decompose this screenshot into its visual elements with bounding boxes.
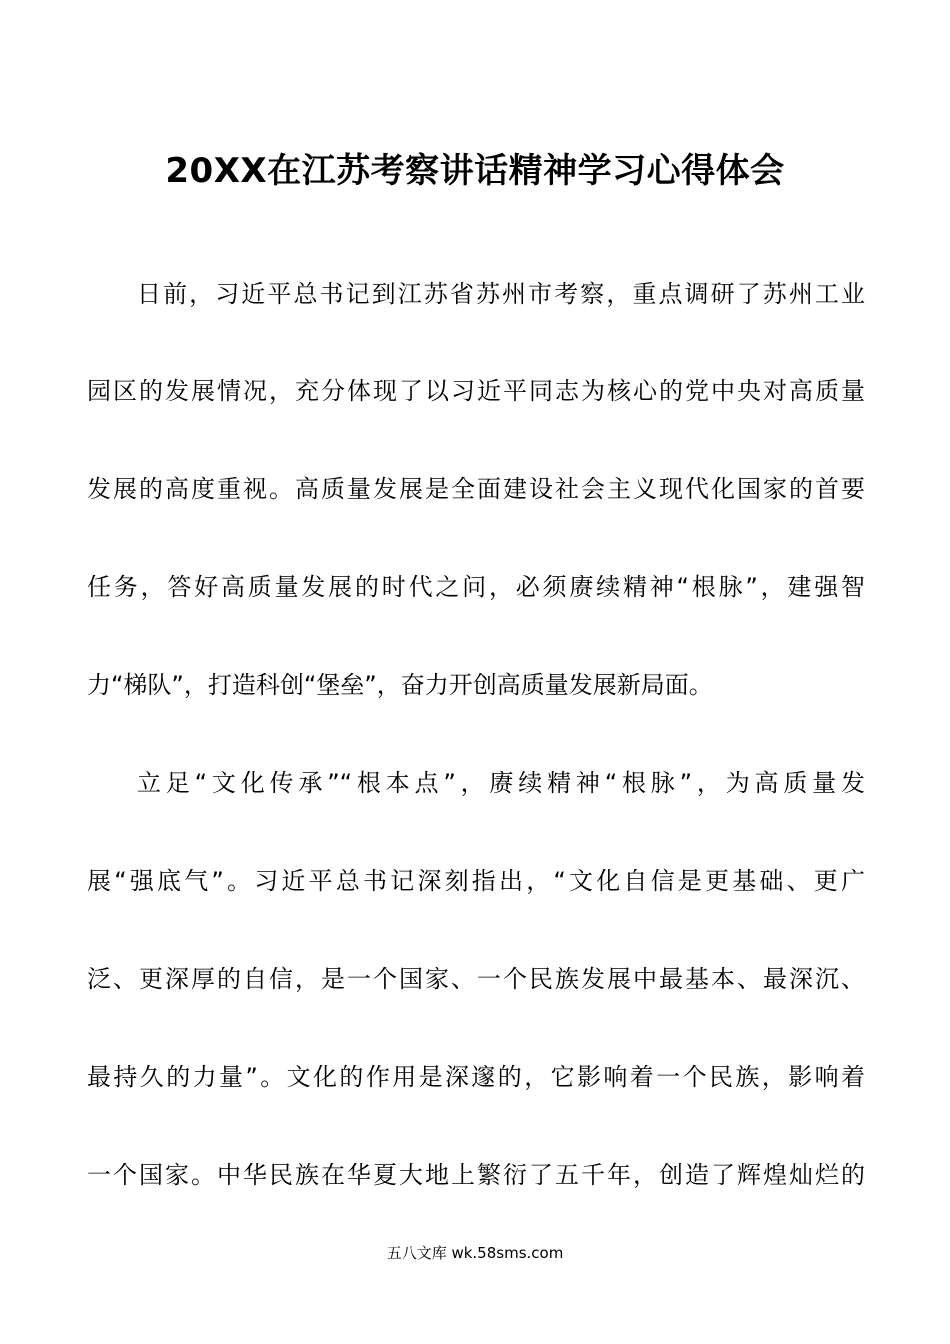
paragraph-2-line-2: 展“强底气”。习近平总书记深刻指出，“文化自信是更基础、更广 [87, 867, 865, 895]
paragraph-2-line-5: 一个国家。中华民族在华夏大地上繁衍了五千年，创造了辉煌灿烂的 [87, 1161, 865, 1189]
paragraph-2-line-1: 立足“文化传承”“根本点”，赓续精神“根脉”，为高质量发 [137, 769, 865, 797]
paragraph-1-line-5: 力“梯队”，打造科创“堡垒”，奋力开创高质量发展新局面。 [87, 671, 713, 699]
paragraph-1-line-2: 园区的发展情况，充分体现了以习近平同志为核心的党中央对高质量 [87, 377, 865, 405]
paragraph-2-line-3: 泛、更深厚的自信，是一个国家、一个民族发展中最基本、最深沉、 [87, 965, 865, 993]
footer-watermark: 五八文库 wk.58sms.com [386, 1244, 564, 1262]
paragraph-1-line-3: 发展的高度重视。高质量发展是全面建设社会主义现代化国家的首要 [87, 475, 865, 503]
paragraph-1-line-1: 日前，习近平总书记到江苏省苏州市考察，重点调研了苏州工业 [137, 280, 865, 308]
paragraph-2-line-4: 最持久的力量”。文化的作用是深邃的，它影响着一个民族，影响着 [87, 1063, 865, 1091]
paragraph-1-line-4: 任务，答好高质量发展的时代之问，必须赓续精神“根脉”，建强智 [87, 573, 865, 601]
page-title: 20XX在江苏考察讲话精神学习心得体会 [165, 151, 785, 191]
